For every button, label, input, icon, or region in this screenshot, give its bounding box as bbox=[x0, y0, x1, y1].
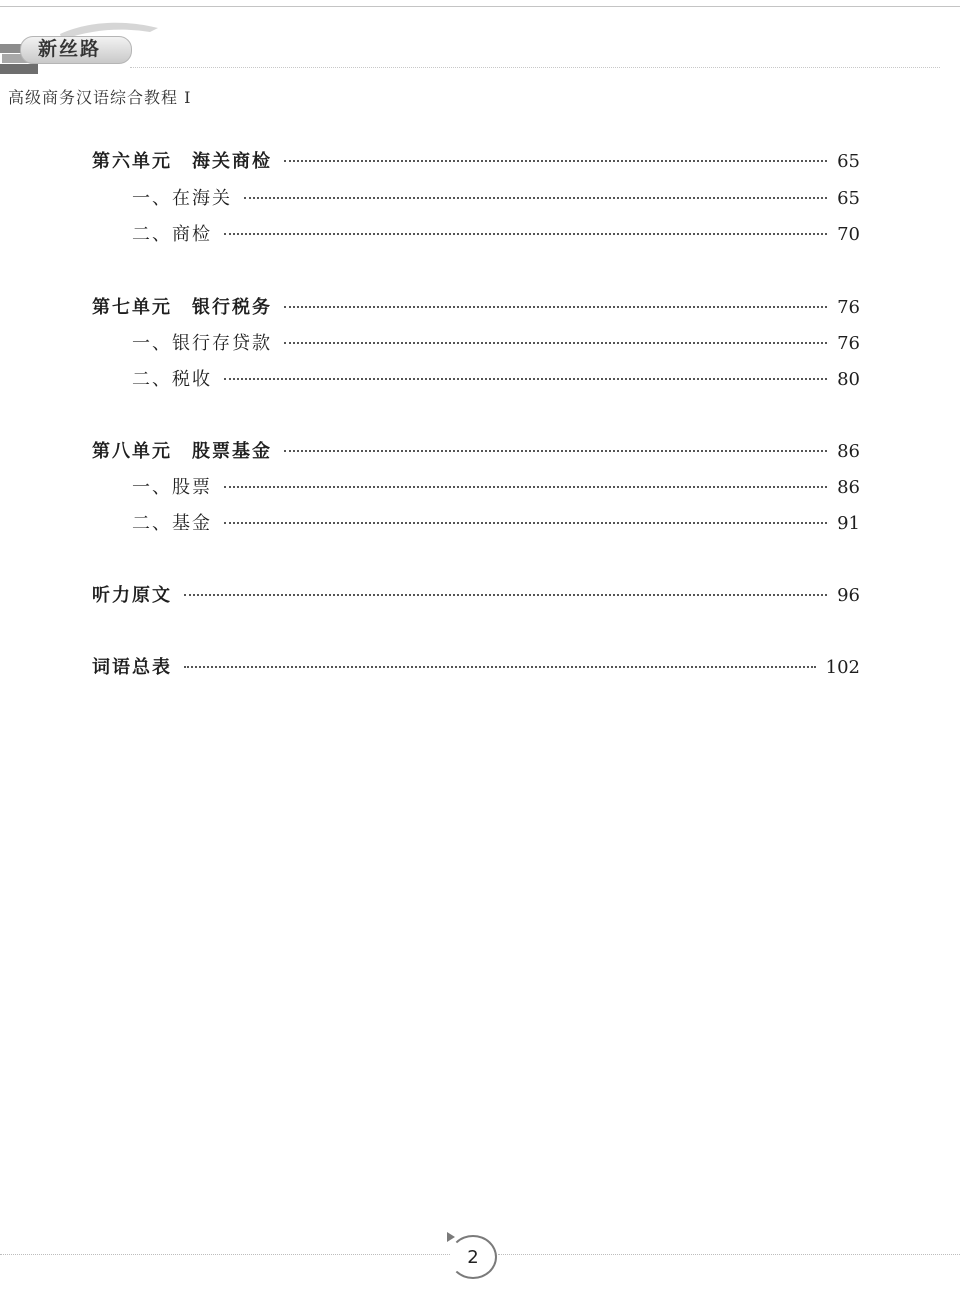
toc-page-number: 65 bbox=[837, 151, 860, 172]
toc-entry-vocabulary-list[interactable] bbox=[92, 653, 860, 681]
toc-entry-title: 第七单元 银行税务 bbox=[92, 297, 272, 318]
toc-entry-title: 二、商检 bbox=[132, 224, 212, 245]
toc-page-number: 76 bbox=[837, 297, 860, 318]
dot-leader bbox=[184, 666, 816, 668]
toc-entry-title: 第六单元 海关商检 bbox=[92, 151, 272, 172]
page-number: 2 bbox=[467, 1246, 479, 1268]
toc-entry-unit-7[interactable] bbox=[92, 293, 860, 321]
toc-page-number: 102 bbox=[825, 657, 860, 678]
toc-entry-lesson[interactable] bbox=[132, 329, 860, 357]
footer-rule-left bbox=[0, 1254, 450, 1255]
dot-leader bbox=[224, 233, 827, 235]
toc-page-number: 86 bbox=[837, 441, 860, 462]
toc-entry-unit-8[interactable] bbox=[92, 437, 860, 465]
toc-page-number: 86 bbox=[837, 477, 860, 498]
page-number-badge bbox=[449, 1235, 497, 1279]
toc-page-number: 76 bbox=[837, 333, 860, 354]
toc-page-number: 70 bbox=[837, 224, 860, 245]
dot-leader bbox=[224, 378, 827, 380]
dot-leader bbox=[284, 306, 827, 308]
toc-page-number: 80 bbox=[837, 369, 860, 390]
toc-entry-listening-transcripts[interactable] bbox=[92, 581, 860, 609]
toc-entry-title: 一、股票 bbox=[132, 477, 212, 498]
toc-entry-title: 一、在海关 bbox=[132, 188, 232, 209]
toc-entry-title: 二、税收 bbox=[132, 369, 212, 390]
toc-entry-lesson[interactable] bbox=[132, 184, 860, 212]
toc-entry-title: 二、基金 bbox=[132, 513, 212, 534]
footer-rule-right bbox=[498, 1254, 960, 1255]
logo-text: 新丝路 bbox=[38, 38, 102, 60]
toc-entry-title: 一、银行存贷款 bbox=[132, 333, 272, 354]
book-subtitle: 高级商务汉语综合教程 I bbox=[8, 88, 192, 107]
toc-entry-title: 词语总表 bbox=[92, 657, 172, 678]
arrow-icon bbox=[447, 1232, 455, 1242]
toc-entry-unit-6[interactable] bbox=[92, 147, 860, 175]
toc-entry-lesson[interactable] bbox=[132, 509, 860, 537]
dot-leader bbox=[284, 450, 827, 452]
dot-leader bbox=[184, 594, 827, 596]
toc-entry-lesson[interactable] bbox=[132, 220, 860, 248]
toc-entry-lesson[interactable] bbox=[132, 365, 860, 393]
toc-page-number: 91 bbox=[837, 513, 860, 534]
dot-leader bbox=[284, 160, 827, 162]
dot-leader bbox=[224, 486, 827, 488]
dot-leader bbox=[244, 197, 827, 199]
toc-page-number: 65 bbox=[837, 188, 860, 209]
toc-page-number: 96 bbox=[837, 585, 860, 606]
toc-entry-title: 第八单元 股票基金 bbox=[92, 441, 272, 462]
toc-entry-title: 听力原文 bbox=[92, 585, 172, 606]
dot-leader bbox=[224, 522, 827, 524]
toc-entry-lesson[interactable] bbox=[132, 473, 860, 501]
dot-leader bbox=[284, 342, 827, 344]
